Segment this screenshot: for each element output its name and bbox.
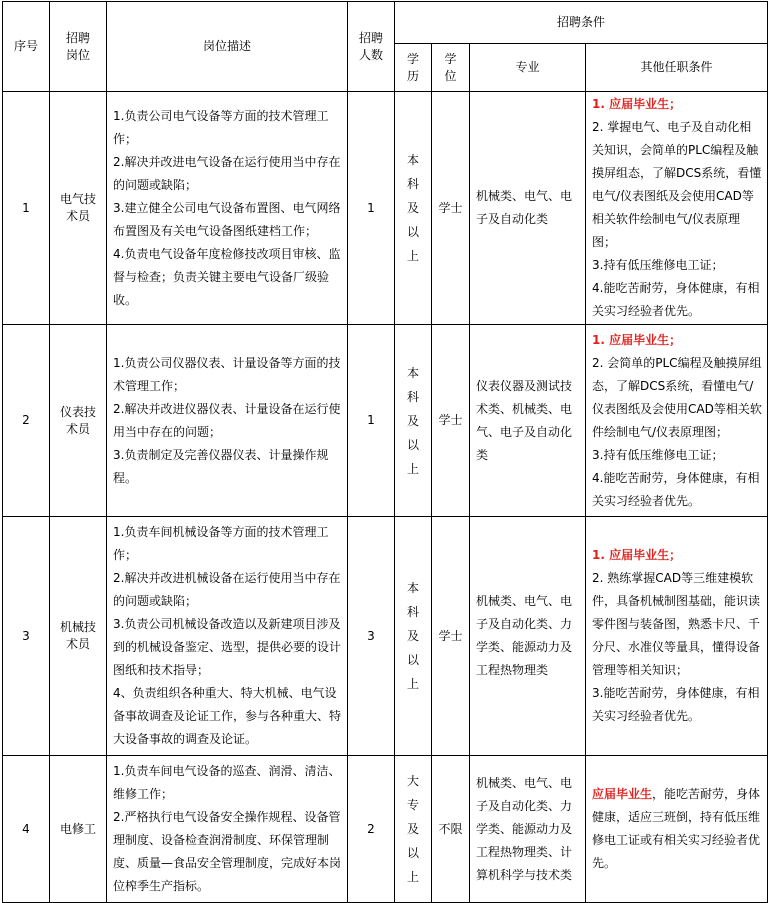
table-row — [3, 756, 768, 903]
row-other — [586, 756, 768, 903]
header-description: 岗位描述 — [107, 2, 348, 92]
description-line: 2.解决并改进仪器仪表、计量设备在运行使用当中存在的问题； — [113, 401, 341, 439]
recruitment-table — [2, 1, 768, 903]
row-major: 仪表仪器及测试技术类、机械类、电气、电子及自动化类 — [470, 325, 586, 517]
description-line: 1.负责车间电气设备的巡查、润滑、清洁、维修工作； — [113, 764, 341, 801]
row-other — [586, 92, 768, 325]
row-other — [586, 517, 768, 756]
row-degree: 学士 — [432, 92, 470, 325]
other-line: 3.持有低压维修电工证； — [592, 447, 724, 462]
row-count: 1 — [348, 92, 395, 325]
description-line: 3.负责制定及完善仪器仪表、计量操作规程。 — [113, 447, 329, 485]
row-degree: 学士 — [432, 517, 470, 756]
row-count: 1 — [348, 325, 395, 517]
description-line: 1.负责公司仪器仪表、计量设备等方面的技术管理工作； — [113, 355, 341, 393]
description-line: 3.负责公司机械设备改造以及新建项目涉及到的机械设备鉴定、选型，提供必要的设计图纸和技术指导； — [113, 617, 342, 677]
row-position: 仪表技术员 — [50, 325, 107, 517]
header-row-top — [3, 2, 768, 44]
row-education: 大专及以上 — [395, 756, 432, 903]
fresh-graduate-label: 1. 应届毕业生； — [592, 332, 682, 347]
row-description — [107, 756, 348, 903]
table-row — [3, 517, 768, 756]
header-count: 招聘人数 — [348, 2, 395, 92]
row-education: 本科及以上 — [395, 325, 432, 517]
header-degree: 学位 — [432, 44, 470, 92]
description-line: 3.建立健全公司电气设备布置图、电气网络布置图及有关电气设备图纸建档工作； — [113, 200, 341, 238]
header-other: 其他任职条件 — [586, 44, 768, 92]
row-major: 机械类、电气、电子及自动化类、力学类、能源动力及工程热物理类 — [470, 517, 586, 756]
row-seq: 3 — [3, 517, 50, 756]
description-line: 2.解决并改进机械设备在运行使用当中存在的问题或缺陷； — [113, 571, 341, 608]
description-line: 4、负责组织各种重大、特大机械、电气设备事故调查及论证工作，参与各种重大、特大设备事故的调查及论证。 — [113, 686, 342, 746]
row-description — [107, 92, 348, 325]
row-education: 本科及以上 — [395, 92, 432, 325]
header-conditions: 招聘条件 — [395, 2, 768, 44]
fresh-graduate-label: 1. 应届毕业生； — [592, 548, 682, 562]
description-line: 1.负责车间机械设备等方面的技术管理工作； — [113, 525, 329, 562]
row-major: 机械类、电气、电子及自动化类 — [470, 92, 586, 325]
header-seq: 序号 — [3, 2, 50, 92]
other-line: 3.能吃苦耐劳，身体健康，有相关实习经验者优先。 — [592, 686, 760, 723]
row-count: 3 — [348, 517, 395, 756]
row-position: 机械技术员 — [50, 517, 107, 756]
fresh-graduate-label: 应届毕业生 — [592, 787, 653, 801]
other-line: 3.持有低压维修电工证； — [592, 258, 724, 272]
other-line: ，能吃苦耐劳，身体健康，适应三班倒，持有低压维修电工证或有相关实习经验者优先。 — [592, 787, 761, 870]
header-position: 招聘岗位 — [50, 2, 107, 92]
row-position: 电修工 — [50, 756, 107, 903]
table-row — [3, 325, 768, 517]
header-education: 学历 — [395, 44, 432, 92]
other-line: 2. 掌握电气、电子及自动化相关知识，会简单的PLC编程及触摸屏组态，了解DCS系统，看懂电气/仪表图纸及会使用CAD等相关软件绘制电气/仪表原理图； — [592, 120, 762, 249]
description-line: 1.负责公司电气设备等方面的技术管理工作； — [113, 108, 329, 146]
table-row — [3, 92, 768, 325]
header-major: 专业 — [470, 44, 586, 92]
other-line: 2. 熟练掌握CAD等三维建模软件，具备机械制图基础，能识读零件图与装备图，熟悉卡尺、千分尺、水准仪等量具，懂得设备管理等相关知识； — [592, 571, 761, 677]
description-line: 2.解决并改进电气设备在运行使用当中存在的问题或缺陷； — [113, 154, 341, 192]
row-seq: 1 — [3, 92, 50, 325]
description-line: 2.严格执行电气设备安全操作规程、设备管理制度、设备检查润滑制度、环保管理制度、质量—食品安全管理制度，完成好本岗位榨季生产指标。 — [113, 810, 342, 893]
row-degree: 学士 — [432, 325, 470, 517]
other-line: 4.能吃苦耐劳，身体健康，有相关实习经验者优先。 — [592, 470, 760, 508]
row-education: 本科及以上 — [395, 517, 432, 756]
other-line: 2. 会简单的PLC编程及触摸屏组态，了解DCS系统，看懂电气/仪表图纸及会使用CAD等相关软件绘制电气/仪表原理图； — [592, 355, 762, 439]
row-position: 电气技术员 — [50, 92, 107, 325]
row-description — [107, 517, 348, 756]
row-other — [586, 325, 768, 517]
row-seq: 2 — [3, 325, 50, 517]
row-description — [107, 325, 348, 517]
row-count: 2 — [348, 756, 395, 903]
row-seq: 4 — [3, 756, 50, 903]
fresh-graduate-label: 1. 应届毕业生； — [592, 97, 682, 111]
row-major: 机械类、电气、电子及自动化类、力学类、能源动力及工程热物理类、计算机科学与技术类 — [470, 756, 586, 903]
description-line: 4.负责电气设备年度检修技改项目审核、监督与检查；负责关键主要电气设备厂级验收。 — [113, 246, 341, 307]
row-degree: 不限 — [432, 756, 470, 903]
other-line: 4.能吃苦耐劳，身体健康，有相关实习经验者优先。 — [592, 281, 760, 318]
